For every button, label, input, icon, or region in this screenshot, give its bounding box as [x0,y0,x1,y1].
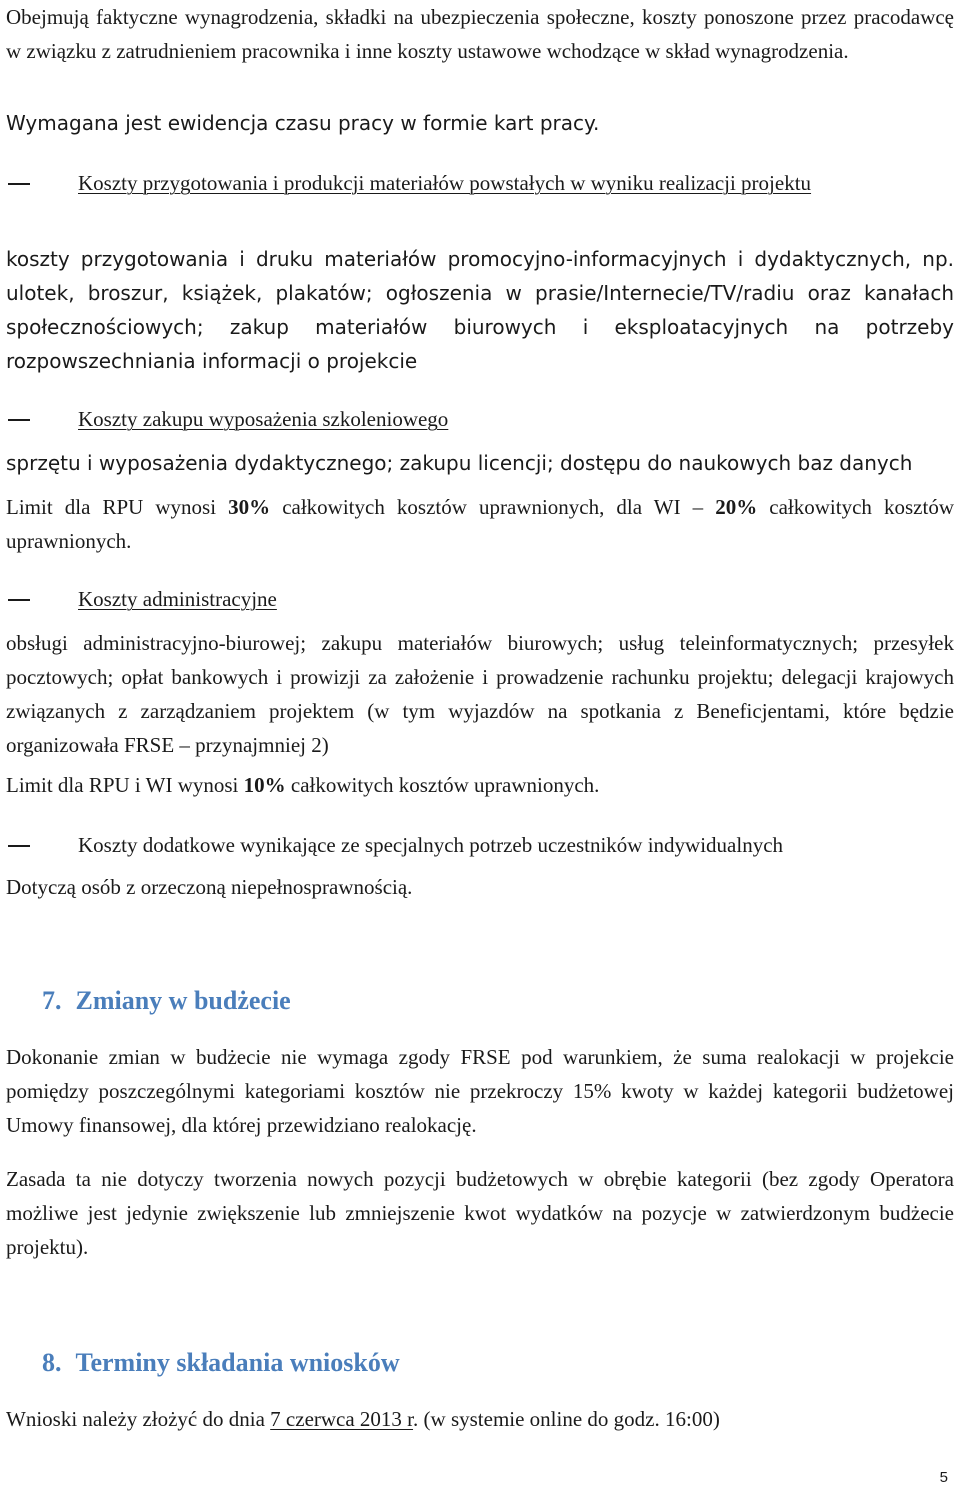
paragraph-wages: Obejmują faktyczne wynagrodzenia, składki na ubezpieczenia społeczne, koszty ponoszone przez pracodawcę w związku z zatrudnieniem pracownika i inne koszty ustawowe wchodzące w skład wynagrodzenia. [6,5,954,63]
paragraph-budget-rule: Zasada ta nie dotyczy tworzenia nowych pozycji budżetowych w obrębie kategorii (bez zgody Operatora możliwe jest jedynie zwiększenie lub zmniejszenie kwot wydatków na pozycje w zatwierdzonym budżecie projektu). [6,1167,954,1259]
page-number: 5 [939,1469,948,1486]
list-item-equipment [6,402,954,436]
paragraph-administration-body: obsługi administracyjno-biurowej; zakupu materiałów biurowych; usług teleinformatycznych; przesyłek pocztowych; opłat bankowych i prowizji za założenie i prowadzenie rachunku projektu; delegacji krajowych związanych z zarządzaniem projektem (w tym wyjazdów na spotkania z Beneficjentami, które będzie organizowała FRSE – przynajmniej 2) [6,631,954,757]
paragraph-equipment-limit: Limit dla RPU wynosi 30% całkowitych kosztów uprawnionych, dla WI – 20% całkowitych kosztów uprawnionych. [6,495,954,553]
list-item-title: Koszty przygotowania i produkcji materiałów powstałych w wyniku realizacji projektu [78,171,812,195]
list-item-title: Koszty dodatkowe wynikające ze specjalnych potrzeb uczestników indywidualnych [78,833,784,857]
paragraph-time-records: Wymagana jest ewidencja czasu pracy w formie kart pracy. [6,111,600,135]
paragraph-administration-limit: Limit dla RPU i WI wynosi 10% całkowitych kosztów uprawnionych. [6,773,600,797]
paragraph-deadlines: Wnioski należy złożyć do dnia 7 czerwca 2013 r. (w systemie online do godz. 16:00) [6,1407,720,1431]
section-heading-deadlines: 8. Terminy składania wniosków [42,1348,400,1377]
deadline-date: 7 czerwca 2013 r [270,1407,414,1431]
paragraph-special-needs-body: Dotyczą osób z orzeczoną niepełnosprawnością. [6,875,413,899]
list-item-materials [6,166,954,200]
section-heading-budget-changes: 7. Zmiany w budżecie [42,986,291,1015]
paragraph-equipment-body: sprzętu i wyposażenia dydaktycznego; zakupu licencji; dostępu do naukowych baz danych [6,451,913,475]
list-item-administration [6,582,954,616]
paragraph-budget-changes: Dokonanie zmian w budżecie nie wymaga zgody FRSE pod warunkiem, że suma realokacji w projekcie pomiędzy poszczególnymi kategoriami kosztów nie przekroczy 15% kwoty w każdej kategorii budżetowej Umowy finansowej, dla której przewidziano realokację. [6,1045,954,1137]
paragraph-materials-body: koszty przygotowania i druku materiałów promocyjno-informacyjnych i dydaktycznych, np. ulotek, broszur, książek, plakatów; ogłoszenia w prasie/Internecie/TV/radiu oraz kanałach społecznościowych; zakup materiałów biurowych i eksploatacyjnych na potrzeby rozpowszechniania informacji o projekcie [6,247,954,373]
list-item-title: Koszty zakupu wyposażenia szkoleniowego [78,407,449,431]
list-item-special-needs [6,828,954,862]
list-item-title: Koszty administracyjne [78,587,277,611]
